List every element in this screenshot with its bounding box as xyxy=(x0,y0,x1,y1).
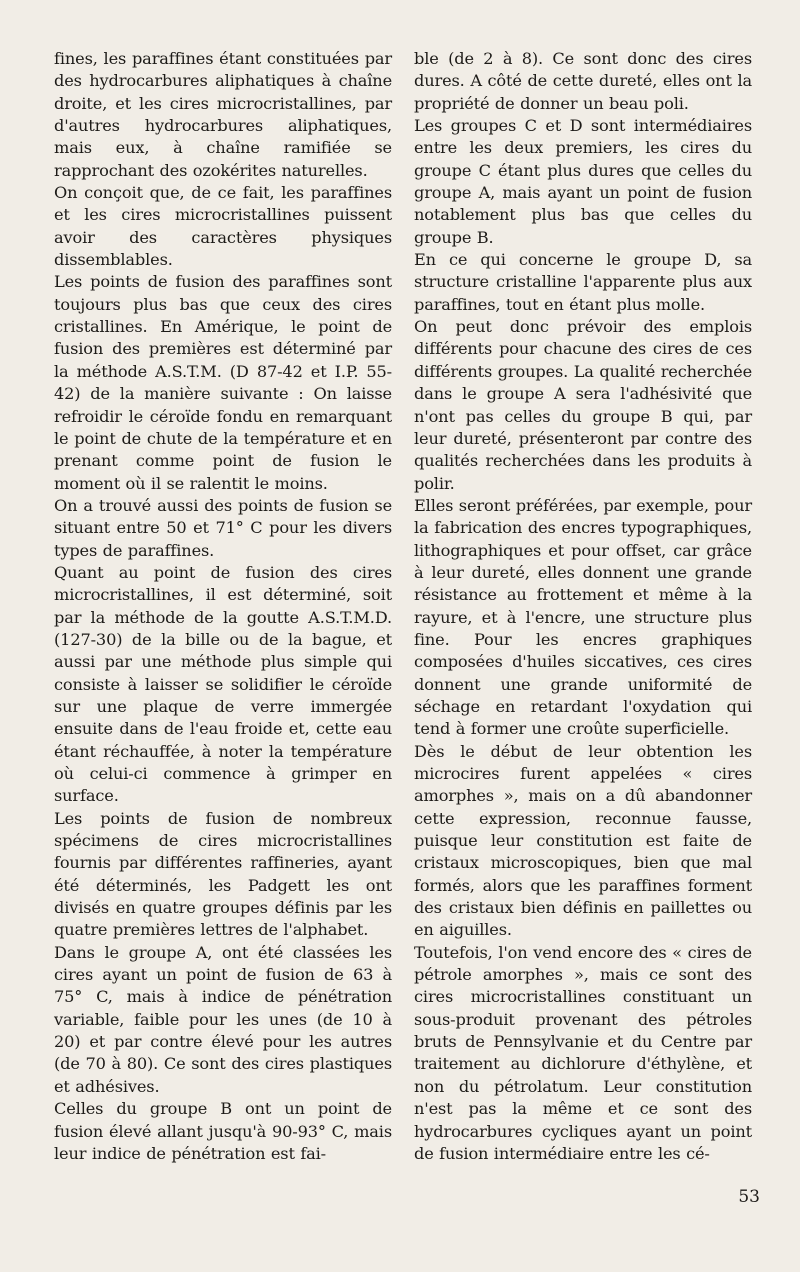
paragraph: On peut donc prévoir des emplois différents pour chacune des cires de ces différents groupes. La qualité recherchée dans le groupe A sera l'adhésivité que n'ont pas celles du groupe B qui, par leur dureté, présenteront par contre des qualités recherchées dans les produits à polir. xyxy=(414,317,752,493)
paragraph: On a trouvé aussi des points de fusion se situant entre 50 et 71° C pour les divers types de paraffines. xyxy=(54,495,392,560)
paragraph: ble (de 2 à 8). Ce sont donc des cires dures. A côté de cette dureté, elles ont la propriété de donner un beau poli. xyxy=(414,49,752,113)
paragraph: Dans le groupe A, ont été classées les cires ayant un point de fusion de 63 à 75° C, mais à indice de pénétration variable, faible pour les unes (de 10 à 20) et par contre élevé pour les autres (de 70 à 80). Ce sont des cires plastiques et adhésives. xyxy=(54,942,392,1096)
paragraph: Elles seront préférées, par exemple, pour la fabrication des encres typographiques, lithographiques et pour offset, car grâce à leur dureté, elles donnent une grande résistance au frottement et même à la rayure, et à l'encre, une structure plus fine. Pour les encres graphiques composées d'huiles siccatives, ces cires donnent une grande uniformité de séchage en retardant l'oxydation qui tend à former une croûte superficielle. xyxy=(414,495,752,739)
paragraph: On conçoit que, de ce fait, les paraffines et les cires microcristallines puissent avoir des caractères physiques dissemblables. xyxy=(54,183,392,270)
paragraph: Les points de fusion de nombreux spécimens de cires microcristallines fournis par différentes raffineries, ayant été déterminés, les Padgett les ont divisés en quatre groupes définis par les quatre premières lettres de l'alphabet. xyxy=(54,808,392,940)
paragraph: fines, les paraffines étant constituées par des hydrocarbures aliphatiques à chaîne droite, et les cires microcristallines, par d'autres hydrocarbures aliphatiques, mais eux, à chaîne ramifiée se rapprochant des ozokérites naturelles. xyxy=(54,49,392,180)
paragraph: Les points de fusion des paraffines sont toujours plus bas que ceux des cires cristallines. En Amérique, le point de fusion des premières est déterminé par la méthode A.S.T.M. (D 87-42 et I.P. 55-42) de la manière suivante : On laisse refroidir le céroïde fondu en remarquant le point de chute de la température et en prenant comme point de fusion le moment où il se ralentit le moins. xyxy=(54,272,392,493)
page-number: 53 xyxy=(738,1187,760,1207)
paragraph: Quant au point de fusion des cires microcristallines, il est déterminé, soit par la méthode de la goutte A.S.T.M.D. (127-30) de la bille ou de la bague, et aussi par une méthode plus simple qui consiste à laisser se solidifier le céroïde sur une plaque de verre immergée ensuite dans de l'eau froide et, cette eau étant réchauffée, à noter la température où celui-ci commence à grimper en surface. xyxy=(54,562,392,806)
paragraph: Celles du groupe B ont un point de fusion élevé allant jusqu'à 90-93° C, mais leur indice de pénétration est fai- xyxy=(54,1099,392,1163)
paragraph: En ce qui concerne le groupe D, sa structure cristalline l'apparente plus aux paraffines, tout en étant plus molle. xyxy=(414,250,752,314)
paragraph: Les groupes C et D sont intermédiaires entre les deux premiers, les cires du groupe C étant plus dures que celles du groupe A, mais ayant un point de fusion notablement plus bas que celles du groupe B. xyxy=(414,116,752,247)
left-column xyxy=(54,48,392,1165)
paragraph: Dès le début de leur obtention les microcires furent appelées « cires amorphes », mais on a dû abandonner cette expression, reconnue fausse, puisque leur constitution est faite de cristaux microscopiques, bien que mal formés, alors que les paraffines forment des cristaux bien définis en paillettes ou en aiguilles. xyxy=(414,741,752,940)
right-column xyxy=(414,48,752,1165)
paragraph: Toutefois, l'on vend encore des « cires de pétrole amorphes », mais ce sont des cires microcristallines constituant un sous-produit provenant des pétroles bruts de Pennsylvanie et du Centre par traitement au dichlorure d'éthylène, et non du pétrolatum. Leur constitution n'est pas la même et ce sont des hydrocarbures cycliques ayant un point de fusion intermédiaire entre les cé- xyxy=(414,942,752,1163)
